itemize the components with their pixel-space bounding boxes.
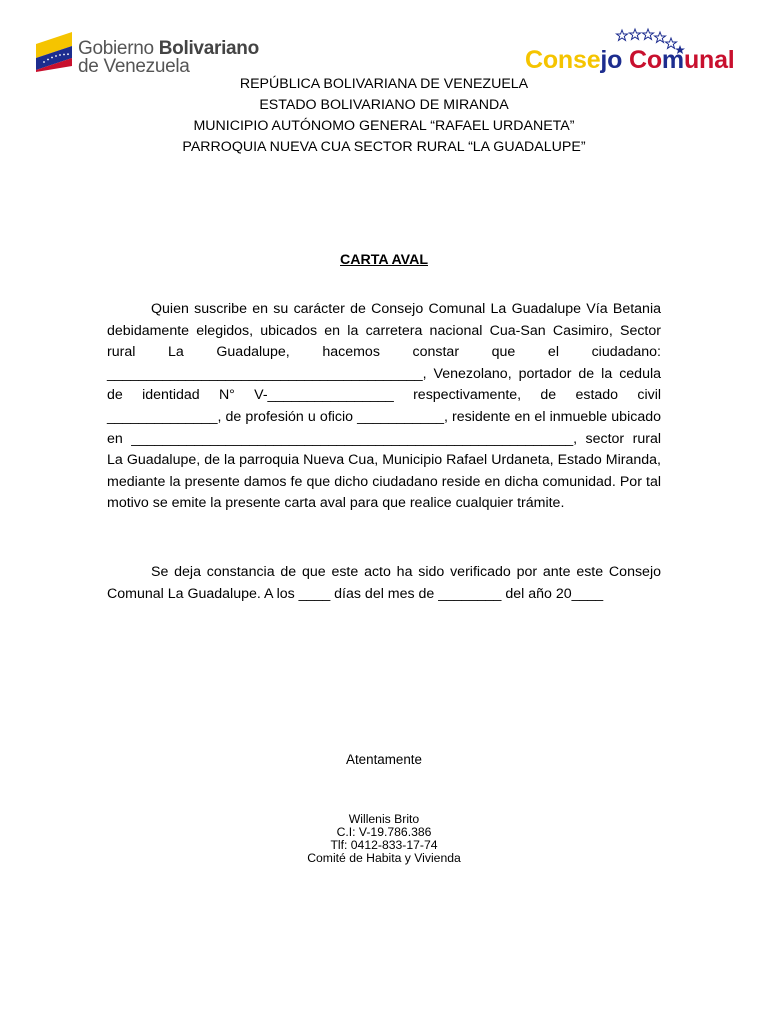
closing-text: Atentamente [346, 752, 422, 767]
signer-phone: Tlf: 0412-833-17-74 [330, 838, 438, 852]
consejo-comunal-logo [522, 26, 736, 76]
body-paragraph-2 [107, 562, 661, 605]
header-line-republic: REPÚBLICA BOLIVARIANA DE VENEZUELA [239, 76, 529, 92]
header-line-municipality: MUNICIPIO AUTÓNOMO GENERAL “RAFAEL URDANETA” [193, 118, 575, 134]
body-paragraph-1 [107, 299, 661, 515]
header-line-parish: PARROQUIA NUEVA CUA SECTOR RURAL “LA GUADALUPE” [182, 139, 586, 155]
paragraph-2-text: Se deja constancia de que este acto ha sido verificado por ante este Consejo Comunal La Guadalupe. A los ____ días del mes de ________ del año 20____ [107, 564, 661, 602]
venezuela-flag-icon [34, 30, 74, 72]
consejo-comunal-wordmark: Consejo Comunal [525, 46, 735, 74]
signer-id: C.I: V-19.786.386 [336, 825, 432, 839]
logo-text-line1: Gobierno Bolivariano [78, 38, 259, 59]
signer-name: Willenis Brito [348, 812, 420, 826]
signer-committee: Comité de Habita y Vivienda [307, 851, 461, 865]
logo-text-line2: de Venezuela [78, 56, 190, 77]
document-title: CARTA AVAL [340, 252, 428, 268]
header-line-state: ESTADO BOLIVARIANO DE MIRANDA [259, 97, 509, 113]
paragraph-1-text: Quien suscribe en su carácter de Consejo Comunal La Guadalupe Vía Betania debidamente elegidos, ubicados en la carretera nacional Cua-San Casimiro, Sector rural La Guadalupe, hacemos constar que el ciudadano: ________________________________________, Venezolano, portador de la cedula de identidad N° V-________________ respectivamente, de estado civil ______________, de profesión u oficio ___________, residente en el inmueble ubicado en ________________________________________________________, sector rural La Guadalupe, de la parroquia Nueva Cua, Municipio Rafael Urdaneta, Estado Miranda, mediante la presente damos fe que dicho ciudadano reside en dicha comunidad. Por tal motivo se emite la presente carta aval para que realice cualquier trámite. [107, 301, 661, 512]
gobierno-bolivariano-logo [34, 30, 274, 77]
